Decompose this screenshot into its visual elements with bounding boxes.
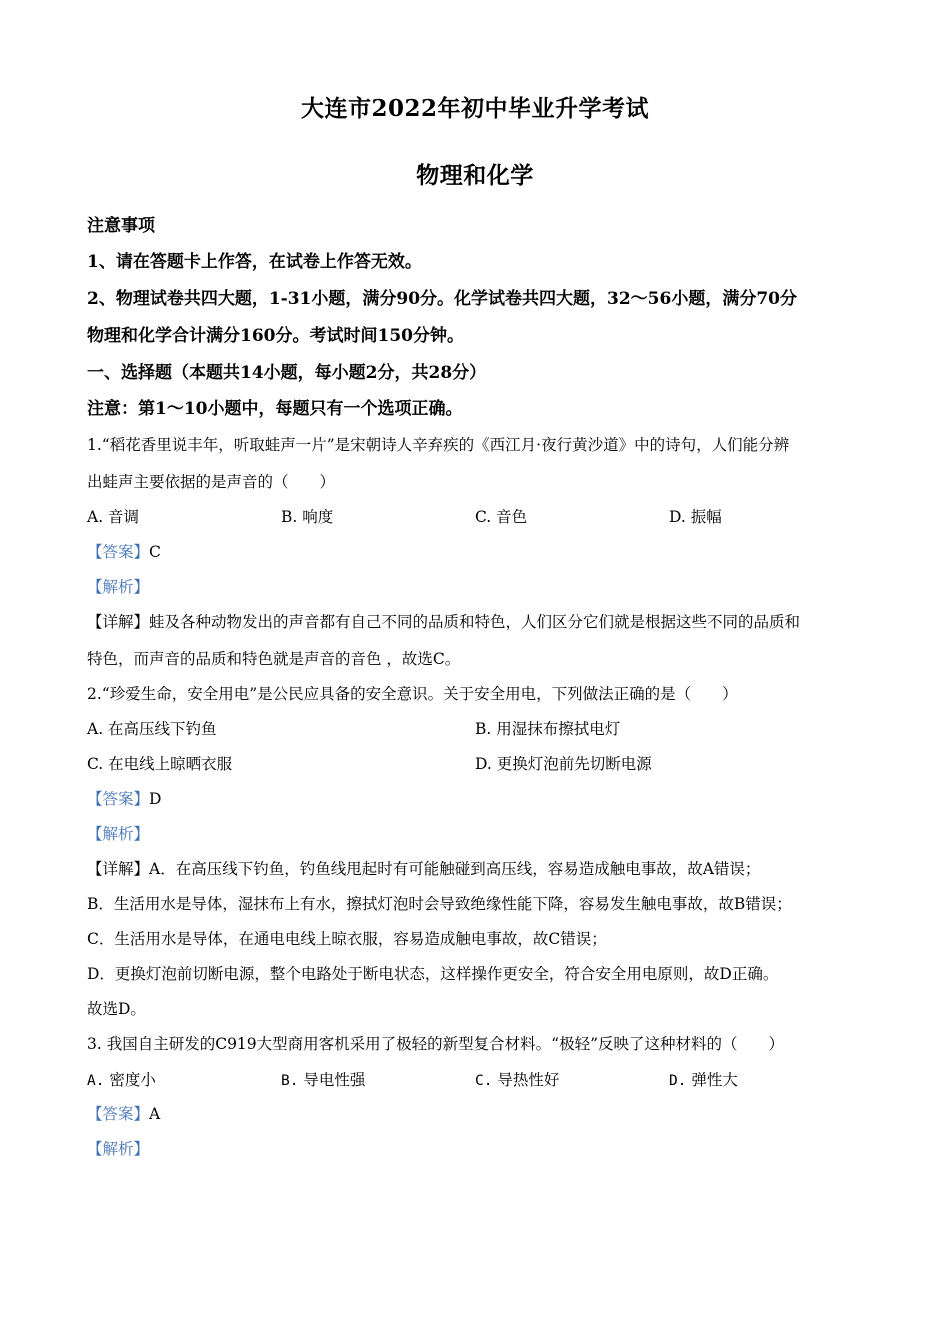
question-3-stem: 3. 我国自主研发的C919大型商用客机采用了极轻的新型复合材料。“极轻”反映了这种材料的（ ） (87, 1035, 785, 1053)
section-note: 注意：第1～10小题中，每题只有一个选项正确。 (87, 399, 463, 419)
option-text: 弹性大 (691, 1071, 738, 1089)
question-3-option-b (281, 1068, 365, 1090)
question-2-option-b: B. 用湿抹布擦拭电灯 (475, 720, 621, 738)
section-heading: 一、选择题（本题共14小题，每小题2分，共28分） (87, 363, 487, 383)
question-3-option-c (475, 1068, 559, 1090)
notice-heading: 注意事项 (87, 216, 155, 236)
question-1-stem-line-2: 出蛙声主要依据的是声音的（ ） (87, 473, 336, 491)
question-1-detail-line-1 (87, 610, 877, 632)
question-3-option-a (87, 1068, 156, 1090)
question-1-analysis-label: 【解析】 (87, 578, 150, 596)
option-letter: D. (669, 1073, 687, 1089)
answer-label: 【答案】 (87, 543, 150, 561)
option-letter: B. (281, 1073, 299, 1089)
notice-item-2-line-1: 2、物理试卷共四大题，1-31小题，满分90分。化学试卷共四大题，32～56小题，满分70分 (87, 289, 797, 309)
question-2-detail-line-5: 故选D。 (87, 1000, 146, 1018)
option-text: 密度小 (109, 1071, 156, 1089)
question-2-detail-line-3: C．生活用水是导体，在通电电线上晾衣服，容易造成触电事故，故C错误； (87, 930, 607, 948)
question-1-detail-line-2: 特色，而声音的品质和特色就是声音的音色 ，故选C。 (87, 650, 461, 668)
question-3-analysis-label: 【解析】 (87, 1140, 150, 1158)
detail-label: 【详解】 (87, 613, 150, 631)
question-1-option-a: A. 音调 (87, 508, 140, 526)
option-letter: A. (87, 1073, 105, 1089)
question-1-option-b: B. 响度 (281, 508, 334, 526)
question-3-answer (87, 1102, 877, 1124)
answer-value: C (149, 543, 161, 561)
detail-text: 蛙及各种动物发出的声音都有自己不同的品质和特色，人们区分它们就是根据这些不同的品质和 (149, 613, 801, 631)
detail-text: A．在高压线下钓鱼，钓鱼线甩起时有可能触碰到高压线，容易造成触电事故，故A错误； (149, 860, 761, 878)
answer-label: 【答案】 (87, 790, 150, 808)
option-text: 导热性好 (497, 1071, 560, 1089)
answer-label: 【答案】 (87, 1105, 150, 1123)
question-2-detail-line-2: B．生活用水是导体，湿抹布上有水，擦拭灯泡时会导致绝缘性能下降，容易发生触电事故，故B错误； (87, 895, 792, 913)
question-2-analysis-label: 【解析】 (87, 825, 150, 843)
question-1-option-c: C. 音色 (475, 508, 528, 526)
question-3-option-d (669, 1068, 738, 1090)
question-2-detail-line-1 (87, 857, 877, 879)
detail-label: 【详解】 (87, 860, 150, 878)
question-1-stem-line-1: 1.“稻花香里说丰年，听取蛙声一片”是宋朝诗人辛弃疾的《西江月·夜行黄沙道》中的诗句，人们能分辨 (87, 436, 790, 454)
notice-item-2-line-2: 物理和化学合计满分160分。考试时间150分钟。 (87, 326, 464, 346)
question-2-option-c: C. 在电线上晾晒衣服 (87, 755, 233, 773)
answer-value: A (149, 1105, 161, 1123)
option-text: 导电性强 (303, 1071, 366, 1089)
answer-value: D (149, 790, 162, 808)
question-2-option-a: A. 在高压线下钓鱼 (87, 720, 217, 738)
option-letter: C. (475, 1073, 493, 1089)
question-1-option-d: D. 振幅 (669, 508, 722, 526)
document-subtitle: 物理和化学 (416, 162, 534, 189)
document-title: 大连市2022年初中毕业升学考试 (300, 95, 649, 122)
question-1-answer (87, 540, 877, 562)
question-2-answer (87, 787, 877, 809)
question-2-stem: 2.“珍爱生命，安全用电”是公民应具备的安全意识。关于安全用电，下列做法正确的是（ ） (87, 685, 738, 703)
notice-item-1: 1、请在答题卡上作答，在试卷上作答无效。 (87, 252, 422, 272)
question-2-detail-line-4: D．更换灯泡前切断电源，整个电路处于断电状态，这样操作更安全，符合安全用电原则，故D正确。 (87, 965, 779, 983)
question-2-option-d: D. 更换灯泡前先切断电源 (475, 755, 652, 773)
